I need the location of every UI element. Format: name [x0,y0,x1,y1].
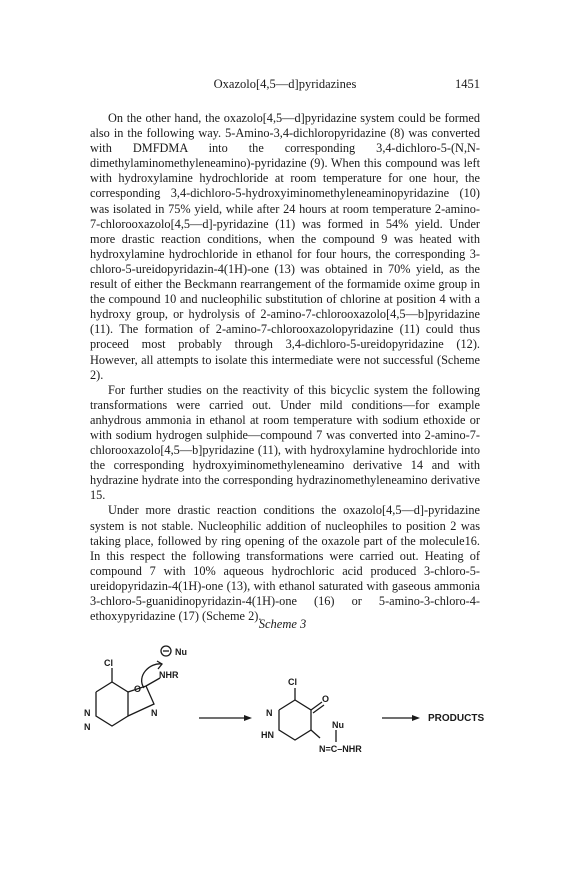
c-n-bond [311,730,320,738]
attack-arrowhead [157,661,162,669]
nucleophile-label: Nu [175,647,187,657]
scheme-3-diagram [84,640,504,760]
reaction-arrow-1 [199,715,252,721]
paragraph-1: On the other hand, the oxazolo[4,5—d]pyridazine system could be formed also in the following way. 5-Amino-3,4-dichloropyridazine (8) was converted with DMFDMA into the corresponding 3,4-dichloro-5-(N,N-dimethylaminomethyleneamino)-pyridazine (9). When this compound was left with hydroxylamine hydrochloride at room temperature for one hour, the corresponding 3,4-dichloro-5-hydroxyiminomethyleneaminopyridazine (10) was isolated in 75% yield, while after 24 hours at room temperature 2-amino-7-chlorooxazolo[4,5—d]-pyridazine (11) was formed in 54% yield. Under more drastic reaction conditions, when the compound 9 was heated with hydroxylamine hydrochloride in ethanol for four hours, the corresponding 3-chloro-5-ureidopyridazin-4(1H)-one (13) was obtained in 70% yield, as the result of either the Beckmann rearrangement of the formamide oxime group in the compound 10 and nucleophilic substitution of chlorine at position 4 with a hydroxy group, or hydrolysis of 2-amino-7-chlorooxazolo[4,5—b]pyridazine (11). The formation of 2-amino-7-chlorooxazolopyridazine (11) could thus proceed most probably through 3,4-dichloro-5-ureidopyridazine (12). However, all attempts to isolate this intermediate were not successful (Scheme 2). [90,111,480,382]
pyridazine-ring [96,682,128,726]
running-title: Oxazolo[4,5—d]pyridazines [213,77,357,91]
body-text [90,111,480,624]
n-label-left-1: N [84,708,91,718]
scheme-title: Scheme 3 [258,617,307,631]
nu-label-right: Nu [332,720,344,730]
nhr-label-left: NHR [159,670,179,680]
page-number: 1451 [455,77,480,91]
c-o-bond-2 [313,705,324,713]
cl-label-right: Cl [288,677,297,687]
n-label-right: N [266,708,273,718]
c-nhr-bond [146,678,160,686]
reaction-arrow-2 [382,715,420,721]
paragraph-2: For further studies on the reactivity of this bicyclic system the following transformations were carried out. Under mild conditions—for example anhydrous ammonia in ethanol at room temperature with sodium ethoxide or with sodium hydrogen sulphide—compound 7 was converted into 2-amino-7-chlorooxazolo[4,5—b]pyridazine (11), with hydroxylamine hydrochloride into the corresponding hydroxyiminomethyleneamino derivative 14 and with hydrazine hydrate into the corresponding hydrazinomethyleneamino derivative 15. [90,382,480,503]
page-header [90,77,480,93]
n-label-oxazole: N [151,708,158,718]
imine-label: N=C–NHR [319,744,362,754]
o-label-oxazole: O [134,684,142,694]
paragraph-3: Under more drastic reaction conditions the oxazolo[4,5—d]-pyridazine system is not stable. Nucleophilic addition of nucleophiles to position 2 was taking place, followed by ring opening of the oxazole part of the molecule16. In this respect the following transformations were carried out. Heating of compound 7 with 10% aqueous hydrochloric acid produced 3-chloro-5-ureidopyridazin-4(1H)-one (13), with ethanol saturated with gaseous ammonia 3-chloro-5-guanidinopyridazin-4(1H)-one (16) or 5-amino-3-chloro-4-ethoxypyridazine (17) (Scheme 2). [90,503,480,624]
reaction-scheme-svg [84,640,504,760]
products-label: PRODUCTS [428,713,485,724]
o-label-right: O [322,694,330,704]
c-o-bond [311,702,322,710]
n-label-left-2: N [84,722,91,732]
pyridazinone-ring [279,700,311,740]
hn-label-right: HN [261,730,274,740]
cl-label-left: Cl [104,658,113,668]
